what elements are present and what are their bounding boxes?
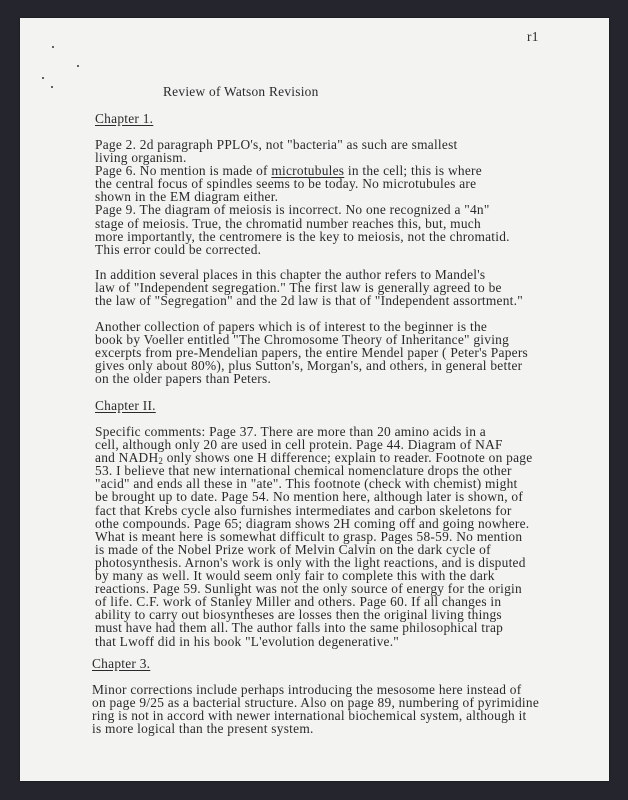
chapter-1-heading: Chapter 1. <box>95 111 154 126</box>
text-line: of life. C.F. work of Stanley Miller and others. Page 60. If all changes in <box>95 594 502 610</box>
text-line: stage of meiosis. True, the chromatid number reaches this, but, much <box>95 215 481 231</box>
document-title: Review of Watson Revision <box>163 84 319 99</box>
underlined-term: microtubules <box>271 163 345 179</box>
text-line: 53. I believe that new international chemical nomenclature drops the other <box>95 463 512 479</box>
speck-mark <box>77 65 79 67</box>
text-line: shown in the EM diagram either. <box>95 189 279 205</box>
text-line: be brought up to date. Page 54. No mention here, although later is shown, of <box>95 489 524 505</box>
text-line: Another collection of papers which is of interest to the beginner is the <box>95 319 488 334</box>
speck-mark <box>52 46 54 48</box>
text-line: What is meant here is somewhat difficult to grasp. Pages 58-59. No mention <box>95 528 523 544</box>
chapter-1-paragraph-2 <box>95 268 523 307</box>
text-segment: Page 6. No mention is made of <box>95 163 272 179</box>
speck-mark <box>42 77 44 79</box>
chapter-1-paragraph-3 <box>95 320 528 385</box>
text-line: "acid" and ends all these in "ate". This footnote (check with chemist) might <box>95 476 518 492</box>
chapter-1-paragraph-1 <box>95 138 510 256</box>
text-line: othe compounds. Page 65; diagram shows 2H coming off and going nowhere. <box>95 515 530 531</box>
text-line: on page 9/25 as a bacterial structure. Also on page 89, numbering of pyrimidine <box>92 695 540 711</box>
text-line: fact that Krebs cycle also furnishes intermediates and carbon skeletons for <box>95 502 512 518</box>
subscript: 2 <box>158 456 164 467</box>
text-line: on the older papers than Peters. <box>95 371 272 387</box>
document-page <box>20 18 609 781</box>
page-mark: r1 <box>527 29 539 44</box>
text-line: This error could be corrected. <box>95 241 262 257</box>
text-line: that Lwoff did in his book "L'evolution degenerative." <box>95 633 400 649</box>
text-line: cell, although only 20 are used in cell protein. Page 44. Diagram of NAF <box>95 437 503 453</box>
text-line: gives only about 80%), plus Sutton's, Morgan's, and others, in general better <box>95 358 523 374</box>
text-line: is made of the Nobel Prize work of Melvin Calvin on the dark cycle of <box>95 541 491 557</box>
text-line: In addition several places in this chapter the author refers to Mandel's <box>95 267 486 282</box>
text-line: photosynthesis. Arnon's work is only with the light reactions, and is disputed <box>95 554 526 570</box>
text-line: the law of "Segregation" and the 2d law is that of "Independent assortment." <box>95 293 523 309</box>
text-segment: and NADH <box>95 450 159 466</box>
text-line: must have had them all. The author falls into the same philosophical trap <box>95 620 504 636</box>
text-line: book by Voeller entitled "The Chromosome Theory of Inheritance" giving <box>95 332 510 348</box>
text-line: Specific comments: Page 37. There are more than 20 amino acids in a <box>95 424 486 439</box>
text-line: Minor corrections include perhaps introducing the mesosome here instead of <box>92 682 522 697</box>
text-line: ability to carry out biosyntheses are losses then the original living things <box>95 607 502 623</box>
chapter-2-heading: Chapter II. <box>95 398 156 413</box>
text-segment: in the cell; this is where <box>344 163 482 179</box>
text-line: by many as well. It would seem only fair to complete this with the dark <box>95 568 495 584</box>
speck-mark <box>51 86 53 88</box>
chapter-3-paragraph <box>92 683 539 735</box>
text-line: Page 9. The diagram of meiosis is incorrect. No one recognized a "4n" <box>95 202 490 218</box>
text-line: ring is not in accord with newer international biochemical system, although it <box>92 708 527 724</box>
text-line: reactions. Page 59. Sunlight was not the only source of energy for the origin <box>95 581 522 597</box>
chapter-3-heading: Chapter 3. <box>92 656 151 671</box>
text-line: law of "Independent segregation." The first law is generally agreed to be <box>95 280 502 296</box>
text-line: Page 2. 2d paragraph PPLO's, not "bacteria" as such are smallest <box>95 137 458 152</box>
text-line: the central focus of spindles seems to be today. No microtubules are <box>95 176 477 192</box>
chapter-2-paragraph <box>95 425 532 648</box>
text-line: living organism. <box>95 150 187 166</box>
text-line: more importantly, the centromere is the key to meiosis, not the chromatid. <box>95 228 510 244</box>
text-line: excerpts from pre-Mendelian papers, the entire Mendel paper ( Peter's Papers <box>95 345 529 361</box>
text-line: is more logical than the present system. <box>92 721 314 737</box>
text-segment: only shows one H difference; explain to reader. Footnote on page <box>163 450 533 466</box>
